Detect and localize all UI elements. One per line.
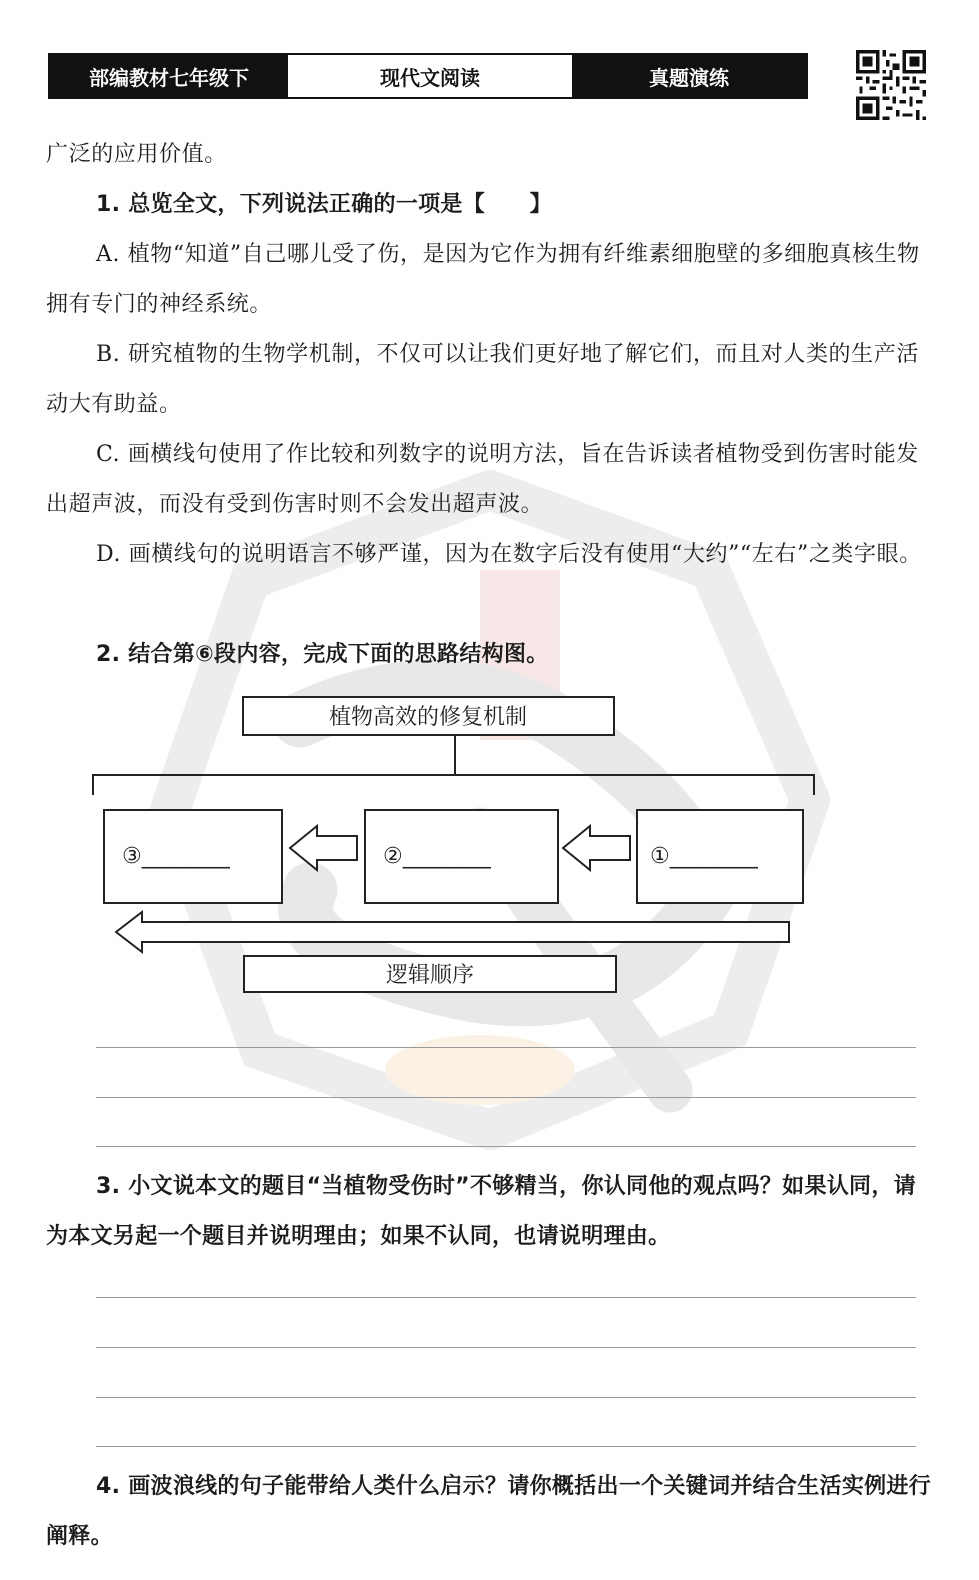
diagram-top-box-label: 植物高效的修复机制 xyxy=(328,705,528,730)
question-1-option-d: D. 画横线句的说明语言不够严谨，因为在数字后没有使用“大约”“左右”之类字眼。 xyxy=(96,542,922,567)
answer-line xyxy=(96,1397,916,1398)
arrow-left-icon xyxy=(290,826,357,870)
intro-tail-text: 广泛的应用价值。 xyxy=(46,142,227,167)
answer-line xyxy=(96,1347,916,1348)
question-1-stem: 1. 总览全文，下列说法正确的一项是【 】 xyxy=(96,192,552,217)
diagram-slot-2: ②________ xyxy=(383,844,491,869)
answer-line xyxy=(96,1446,916,1447)
answer-line xyxy=(96,1146,916,1147)
diagram-slot-3: ③________ xyxy=(122,844,230,869)
answer-line xyxy=(96,1047,916,1048)
diagram-bottom-box-label: 逻辑顺序 xyxy=(385,963,475,988)
question-3-stem: 3. 小文说本文的题目“当植物受伤时”不够精当，你认同他的观点吗？如果认同，请为本文另起一个题目并说明理由；如果不认同，也请说明理由。 xyxy=(46,1174,916,1249)
question-4-stem: 4. 画波浪线的句子能带给人类什么启示？请你概括出一个关键词并结合生活实例进行阐释。 xyxy=(46,1474,932,1549)
question-2-stem: 2. 结合第⑥段内容，完成下面的思路结构图。 xyxy=(96,642,549,667)
long-arrow-left-icon xyxy=(116,912,789,952)
diagram-bracket xyxy=(93,775,814,795)
question-1-option-a: A. 植物“知道”自己哪儿受了伤，是因为它作为拥有纤维素细胞壁的多细胞真核生物拥有专门的神经系统。 xyxy=(46,242,920,317)
answer-line xyxy=(96,1297,916,1298)
diagram-slot-1: ①________ xyxy=(650,844,758,869)
header-practice-label: 真题演练 xyxy=(572,55,806,97)
arrow-left-icon xyxy=(563,826,630,870)
question-1-option-b: B. 研究植物的生物学机制，不仅可以让我们更好地了解它们，而且对人类的生产活动大有助益。 xyxy=(46,342,919,417)
header-grade-label: 部编教材七年级下 xyxy=(50,55,288,97)
answer-line xyxy=(96,1097,916,1098)
question-1-option-c: C. 画横线句使用了作比较和列数字的说明方法，旨在告诉读者植物受到伤害时能发出超声波，而没有受到伤害时则不会发出超声波。 xyxy=(46,442,919,517)
header-section-label: 现代文阅读 xyxy=(288,55,572,97)
